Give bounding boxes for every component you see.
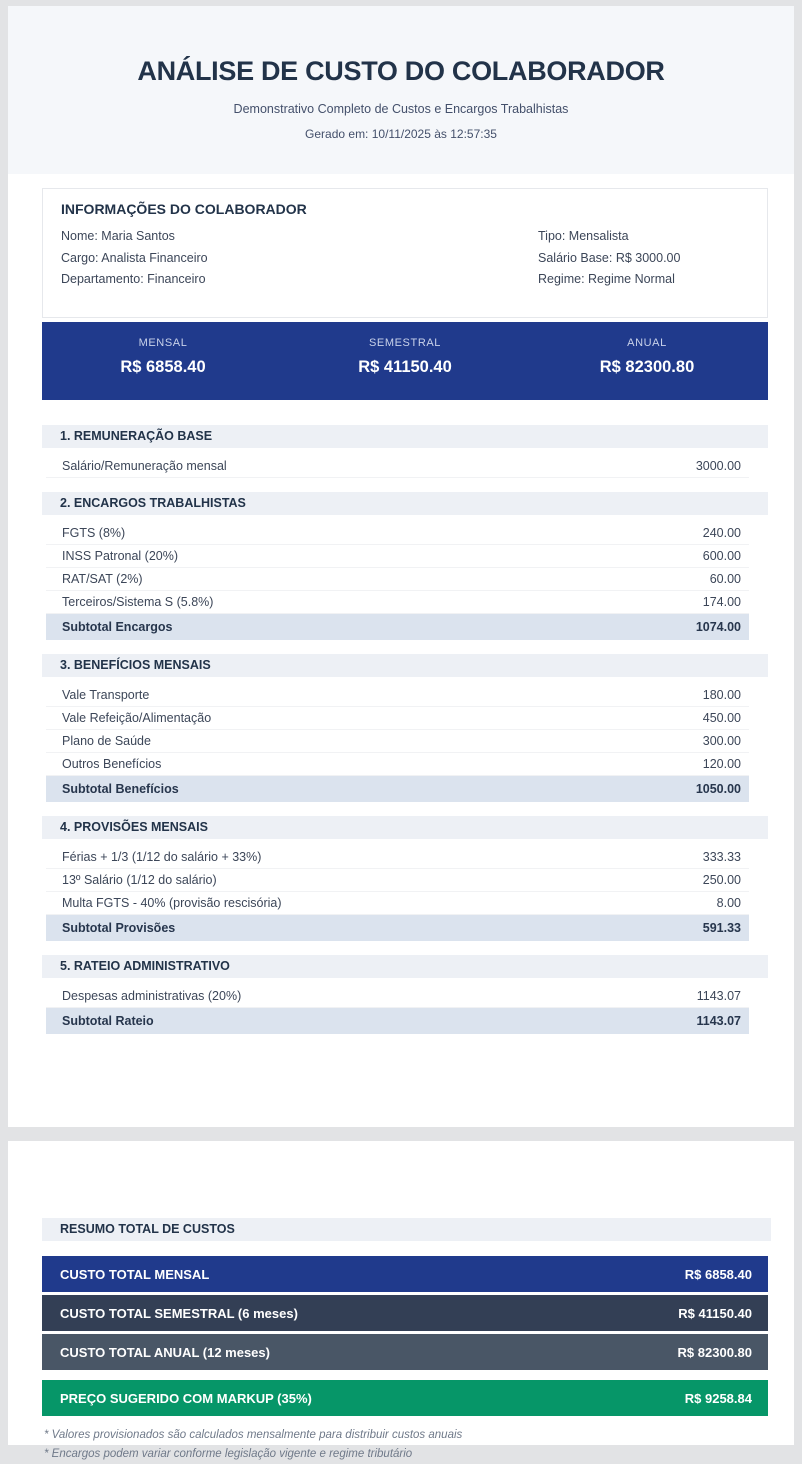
table-row xyxy=(46,522,749,545)
section-table xyxy=(46,522,749,640)
row-value: 333.33 xyxy=(702,850,741,864)
employee-regime: Regime: Regime Normal xyxy=(538,272,675,286)
employee-role: Cargo: Analista Financeiro xyxy=(61,250,208,265)
subtotal-label: Subtotal Provisões xyxy=(62,921,176,935)
section-encargos-trabalhistas xyxy=(42,492,768,640)
row-value: 1143.07 xyxy=(696,989,741,1003)
row-value: 8.00 xyxy=(716,896,741,910)
report-page-1 xyxy=(8,6,794,1127)
table-row xyxy=(46,892,749,915)
total-bar-annual xyxy=(42,1334,768,1370)
subtotal-label: Subtotal Benefícios xyxy=(62,782,179,796)
row-value: 60.00 xyxy=(709,572,741,586)
table-row xyxy=(46,684,749,707)
report-subtitle: Demonstrativo Completo de Custos e Encargos Trabalhistas xyxy=(233,102,569,116)
section-table xyxy=(46,985,749,1034)
employee-base-salary: Salário Base: R$ 3000.00 xyxy=(538,250,681,265)
row-value: 300.00 xyxy=(702,734,741,748)
total-bar-markup-price xyxy=(42,1380,768,1416)
banner-annual-label: ANUAL xyxy=(627,337,667,349)
section-remuneracao-base xyxy=(42,425,768,478)
report-page-2 xyxy=(8,1141,794,1460)
subtotal-value: 1050.00 xyxy=(695,782,741,796)
table-row xyxy=(46,846,749,869)
banner-semiannual xyxy=(284,322,526,400)
subtotal-label: Subtotal Rateio xyxy=(62,1014,154,1028)
total-bar-value: R$ 6858.40 xyxy=(684,1266,752,1282)
generated-timestamp: Gerado em: 10/11/2025 às 12:57:35 xyxy=(305,127,497,141)
section-title: 1. REMUNERAÇÃO BASE xyxy=(42,425,768,448)
report-header xyxy=(8,6,794,174)
row-label: Plano de Saúde xyxy=(62,734,151,748)
banner-semiannual-label: SEMESTRAL xyxy=(368,337,442,349)
row-label: 13º Salário (1/12 do salário) xyxy=(62,873,217,887)
section-table xyxy=(46,684,749,802)
footnote-legislation: * Encargos podem variar conforme legislação vigente e regime tributário xyxy=(44,1448,413,1460)
employee-info-left-column xyxy=(61,226,538,291)
total-bar-semiannual xyxy=(42,1295,768,1331)
subtotal-row xyxy=(46,776,749,802)
total-bar-label: PREÇO SUGERIDO COM MARKUP (35%) xyxy=(60,1390,312,1406)
total-bar-label: CUSTO TOTAL SEMESTRAL (6 meses) xyxy=(60,1305,298,1321)
row-value: 250.00 xyxy=(702,873,741,887)
table-row xyxy=(46,455,749,478)
footnote-provisioned-values: * Valores provisionados são calculados mensalmente para distribuir custos anuais xyxy=(44,1429,463,1441)
table-row xyxy=(46,730,749,753)
row-label: Vale Transporte xyxy=(62,688,150,702)
subtotal-row xyxy=(46,915,749,941)
totals-section-title: RESUMO TOTAL DE CUSTOS xyxy=(42,1218,771,1241)
row-value: 450.00 xyxy=(702,711,741,725)
table-row xyxy=(46,568,749,591)
section-table xyxy=(46,455,749,478)
row-label: Férias + 1/3 (1/12 do salário + 33%) xyxy=(62,850,262,864)
section-title: 3. BENEFÍCIOS MENSAIS xyxy=(42,654,768,677)
subtotal-value: 1074.00 xyxy=(695,620,741,634)
employee-info-right-column xyxy=(538,226,749,291)
row-label: Salário/Remuneração mensal xyxy=(62,459,227,473)
banner-semiannual-value: R$ 41150.40 xyxy=(358,358,452,376)
row-label: Multa FGTS - 40% (provisão rescisória) xyxy=(62,896,282,910)
employee-department: Departamento: Financeiro xyxy=(61,272,206,286)
banner-monthly-value: R$ 6858.40 xyxy=(120,358,206,376)
banner-annual-value: R$ 82300.80 xyxy=(599,358,695,376)
row-value: 120.00 xyxy=(702,757,741,771)
row-label: Terceiros/Sistema S (5.8%) xyxy=(62,595,214,609)
table-row xyxy=(46,591,749,614)
banner-monthly xyxy=(42,322,284,400)
page-2-content xyxy=(8,1218,794,1464)
total-bar-value: R$ 82300.80 xyxy=(677,1344,752,1360)
employee-type: Tipo: Mensalista xyxy=(538,229,629,243)
row-value: 174.00 xyxy=(702,595,741,609)
row-label: FGTS (8%) xyxy=(62,526,126,540)
row-value: 240.00 xyxy=(702,526,741,540)
row-value: 600.00 xyxy=(702,549,741,563)
row-label: Despesas administrativas (20%) xyxy=(62,989,242,1003)
row-value: 3000.00 xyxy=(695,459,741,473)
row-label: INSS Patronal (20%) xyxy=(62,549,179,563)
subtotal-value: 591.33 xyxy=(702,921,741,935)
subtotal-row xyxy=(46,614,749,640)
total-bar-value: R$ 41150.40 xyxy=(678,1305,752,1321)
total-bar-value: R$ 9258.84 xyxy=(684,1390,752,1406)
section-beneficios-mensais xyxy=(42,654,768,802)
section-title: 5. RATEIO ADMINISTRATIVO xyxy=(42,955,768,978)
table-row xyxy=(46,753,749,776)
table-row xyxy=(46,545,749,568)
employee-info-columns xyxy=(61,226,749,291)
section-rateio-administrativo xyxy=(42,955,768,1034)
section-title: 2. ENCARGOS TRABALHISTAS xyxy=(42,492,768,515)
cost-summary-banner xyxy=(42,322,768,400)
subtotal-value: 1143.07 xyxy=(696,1014,741,1028)
employee-info-title: INFORMAÇÕES DO COLABORADOR xyxy=(61,201,307,217)
table-row xyxy=(46,707,749,730)
page-title: ANÁLISE DE CUSTO DO COLABORADOR xyxy=(137,56,665,86)
row-label: RAT/SAT (2%) xyxy=(62,572,143,586)
total-bar-label: CUSTO TOTAL ANUAL (12 meses) xyxy=(60,1344,270,1360)
section-provisoes-mensais xyxy=(42,816,768,941)
total-bar-monthly xyxy=(42,1256,768,1292)
page-1-content xyxy=(8,188,794,1034)
section-table xyxy=(46,846,749,941)
footnotes xyxy=(42,1426,771,1464)
employee-info-box xyxy=(42,188,768,318)
banner-annual xyxy=(526,322,768,400)
employee-name: Nome: Maria Santos xyxy=(61,229,175,243)
subtotal-label: Subtotal Encargos xyxy=(62,620,173,634)
table-row xyxy=(46,869,749,892)
row-label: Outros Benefícios xyxy=(62,757,162,771)
banner-monthly-label: MENSAL xyxy=(138,337,188,349)
row-value: 180.00 xyxy=(702,688,741,702)
total-bar-label: CUSTO TOTAL MENSAL xyxy=(60,1266,210,1282)
subtotal-row xyxy=(46,1008,749,1034)
row-label: Vale Refeição/Alimentação xyxy=(62,711,212,725)
section-title: 4. PROVISÕES MENSAIS xyxy=(42,816,768,839)
table-row xyxy=(46,985,749,1008)
